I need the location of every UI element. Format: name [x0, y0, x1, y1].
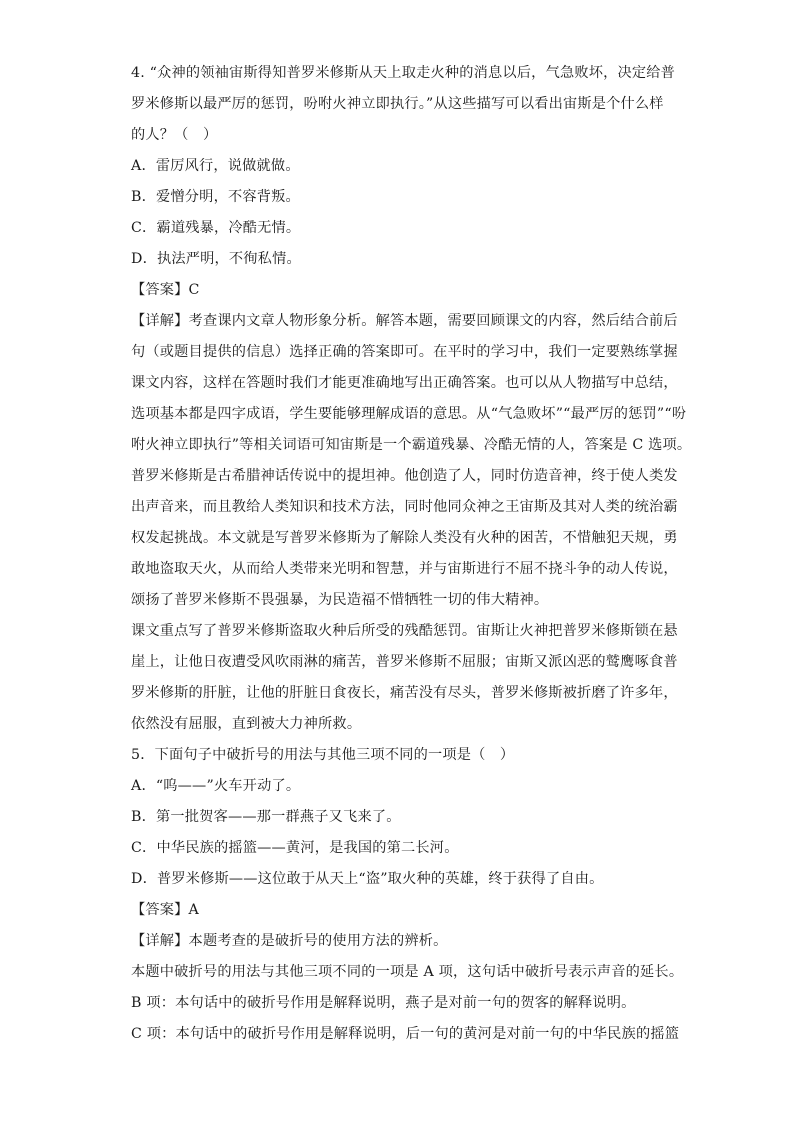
q4-detail-line-4: 选项基本都是四字成语，学生要能够理解成语的意思。从“气急败坏”“最严厉的惩罚”“吩: [131, 406, 687, 422]
q4-detail-line-1: 【详解】考查课内文章人物形象分析。解答本题，需要回顾课文的内容，然后结合前后: [131, 313, 678, 329]
q4-option-a: A．雷厉风行，说做就做。: [131, 158, 300, 174]
q5-answer: 【答案】A: [131, 902, 199, 918]
q5-option-a: A．“呜——”火车开动了。: [131, 778, 301, 794]
q4-stem-line-2: 罗米修斯以最严厉的惩罚，吩咐火神立即执行。”从这些描写可以看出宙斯是个什么样: [131, 96, 664, 112]
q5-option-d: D．普罗米修斯——这位敢于从天上“盗”取火种的英雄，终于获得了自由。: [131, 871, 604, 887]
q4-stem-line-3: 的人？（ ）: [131, 127, 218, 143]
q4-detail-line-2: 句（或题目提供的信息）选择正确的答案即可。在平时的学习中，我们一定要熟练掌握: [131, 344, 678, 360]
q4-detail-line-9: 敢地盗取天火，从而给人类带来光明和智慧，并与宙斯进行不屈不挠斗争的动人传说，: [131, 561, 678, 577]
q5-detail-line-4: C 项：本句话中的破折号作用是解释说明，后一句的黄河是对前一句的中华民族的摇篮: [131, 1026, 680, 1042]
document-page: [131, 58, 692, 1050]
q5-stem: 5．下面句子中破折号的用法与其他三项不同的一项是（ ）: [131, 747, 515, 763]
q4-detail-line-3: 课文内容，这样在答题时我们才能更准确地写出正确答案。也可以从人物描写中总结，: [131, 375, 678, 391]
q4-option-c: C．霸道残暴，冷酷无情。: [131, 220, 301, 236]
q4-detail-line-11: 课文重点写了普罗米修斯盗取火种后所受的残酷惩罚。宙斯让火神把普罗米修斯锁在悬: [131, 623, 678, 639]
q4-answer: 【答案】C: [131, 282, 200, 298]
q4-option-d: D．执法严明，不徇私情。: [131, 251, 301, 267]
q4-detail-line-6: 普罗米修斯是古希腊神话传说中的提坦神。他创造了人，同时仿造音神，终于使人类发: [131, 468, 678, 484]
q4-stem-line-1: 4. “众神的领袖宙斯得知普罗米修斯从天上取走火种的消息以后，气急败坏，决定给普: [131, 65, 676, 81]
q4-detail-line-13: 罗米修斯的肝脏，让他的肝脏日食夜长，痛苦没有尽头，普罗米修斯被折磨了许多年，: [131, 685, 678, 701]
q4-detail-line-7: 出声音来，而且教给人类知识和技术方法，同时他同众神之王宙斯及其对人类的统治霸: [131, 499, 678, 515]
q5-option-b: B．第一批贺客——那一群燕子又飞来了。: [131, 809, 401, 825]
q4-detail-line-5: 咐火神立即执行”等相关词语可知宙斯是一个霸道残暴、冷酷无情的人，答案是 C 选项。: [131, 437, 692, 453]
q4-detail-line-12: 崖上，让他日夜遭受风吹雨淋的痛苦，普罗米修斯不屈服；宙斯又派凶恶的鹫鹰啄食普: [131, 654, 678, 670]
q4-detail-line-8: 权发起挑战。本文就是写普罗米修斯为了解除人类没有火种的困苦，不惜触犯天规，勇: [131, 530, 678, 546]
q4-detail-line-14: 依然没有屈服，直到被大力神所救。: [131, 716, 362, 732]
q5-option-c: C．中华民族的摇篮——黄河，是我国的第二长河。: [131, 840, 459, 856]
q5-detail-line-1: 【详解】本题考查的是破折号的使用方法的辨析。: [131, 933, 448, 949]
q4-detail-line-10: 颂扬了普罗米修斯不畏强暴，为民造福不惜牺牲一切的伟大精神。: [131, 592, 549, 608]
q5-detail-line-2: 本题中破折号的用法与其他三项不同的一项是 A 项，这句话中破折号表示声音的延长。: [131, 964, 684, 980]
q5-detail-line-3: B 项：本句话中的破折号作用是解释说明，燕子是对前一句的贺客的解释说明。: [131, 995, 636, 1011]
q4-option-b: B．爱憎分明，不容背叛。: [131, 189, 300, 205]
